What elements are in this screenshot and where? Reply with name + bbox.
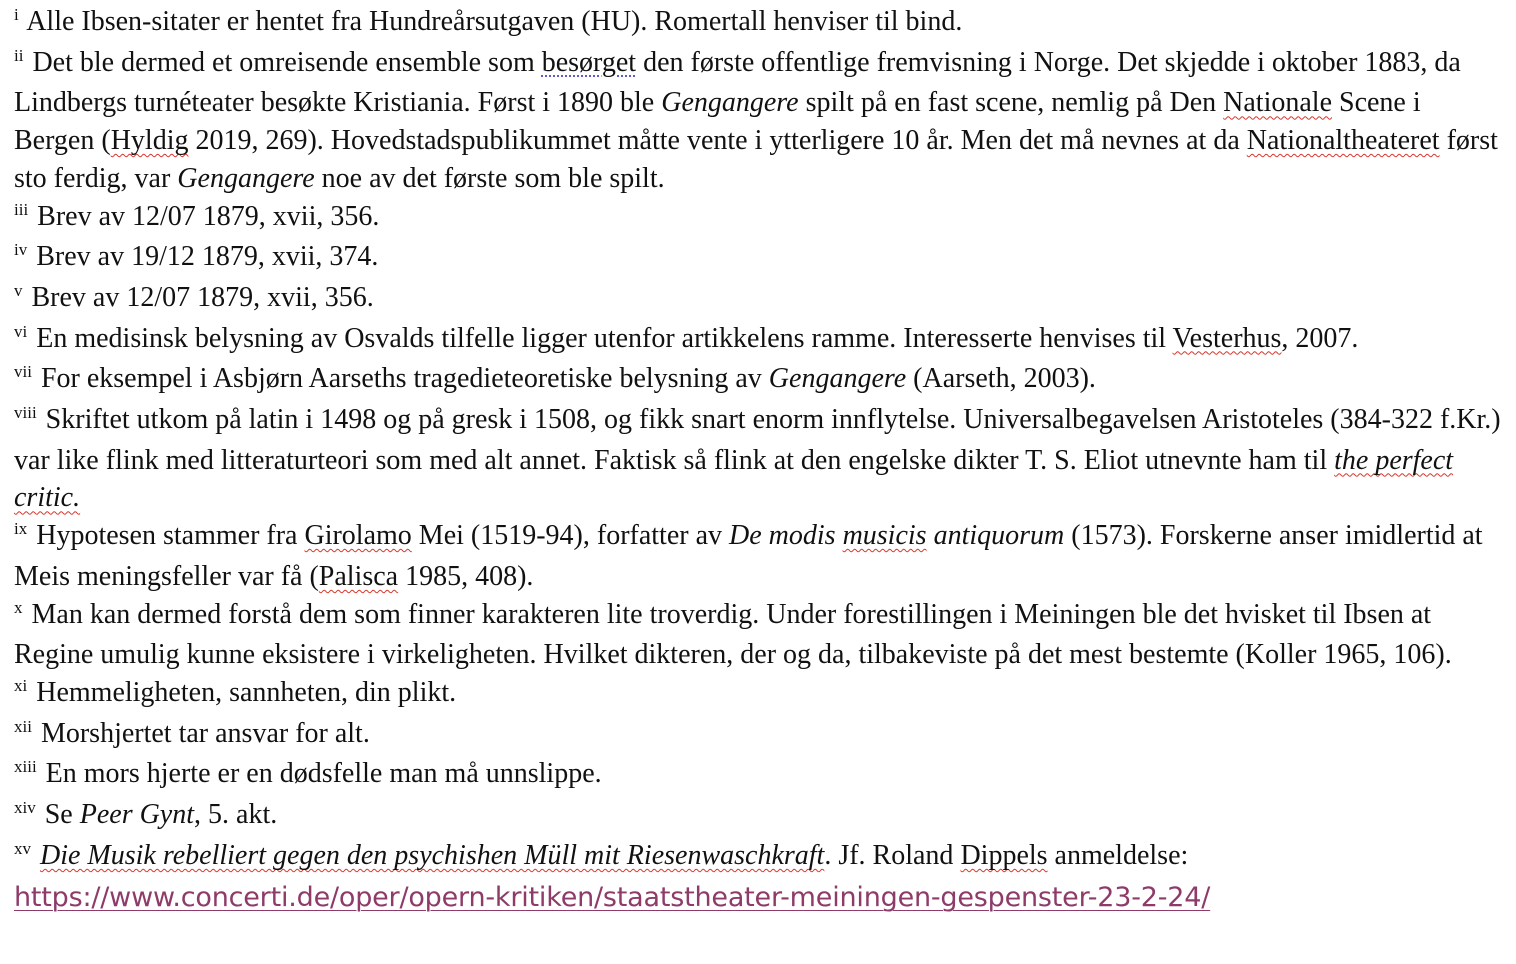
italic-quote[interactable]: the perfect critic. xyxy=(14,444,1454,514)
endnote-marker: xiv xyxy=(14,798,36,818)
endnote-marker: ii xyxy=(14,45,24,65)
endnote-text: den første offentlige fremvisning i Norge. Det skjedde i oktober 1883, da Lindbergs turnéteater besøkte Kristiania. Først i 1890 ble xyxy=(14,46,1461,119)
spelling-flagged-word[interactable]: Girolamo xyxy=(304,520,412,552)
spelling-flagged-word[interactable]: Nationaltheateret xyxy=(1246,125,1440,157)
endnote-x xyxy=(14,596,1504,674)
endnote-text: Morshjertet tar ansvar for alt. xyxy=(40,717,370,749)
endnote-xiii xyxy=(14,755,1504,796)
review-link[interactable]: https://www.concerti.de/oper/opern-kritiken/staatstheater-meiningen-gespenster-23-2-24/ xyxy=(14,882,1211,914)
endnote-marker: xv xyxy=(14,838,31,858)
endnote-text: En medisinsk belysning av Osvalds tilfelle ligger utenfor artikkelens ramme. Interesserte henvises til xyxy=(36,322,1173,354)
endnote-text: 1985, 408). xyxy=(398,560,534,592)
spelling-flagged-word[interactable]: Dippels xyxy=(960,839,1048,871)
italic-quote[interactable]: Die Musik rebelliert gegen den psychishen Müll mit Riesenwaschkraft xyxy=(40,839,825,871)
endnote-text: først sto ferdig, var xyxy=(14,125,1498,194)
endnote-text: Brev av 12/07 1879, xvii, 356. xyxy=(31,281,374,313)
italic-title: Gengangere xyxy=(661,87,799,119)
grammar-flagged-word[interactable]: besørget xyxy=(541,46,637,78)
endnote-xiv xyxy=(14,796,1504,837)
endnote-text: . Jf. Roland xyxy=(824,839,961,871)
endnote-marker: i xyxy=(14,5,19,24)
endnote-marker: vii xyxy=(14,362,32,382)
endnotes-list xyxy=(14,3,1504,917)
endnote-ii xyxy=(14,44,1504,198)
endnote-marker: viii xyxy=(14,403,37,423)
spelling-flagged-word[interactable]: Hyldig xyxy=(110,125,189,157)
spelling-flagged-word[interactable]: Palisca xyxy=(318,560,399,592)
endnote-text: For eksempel i Asbjørn Aarseths tragedieteoretiske belysning av xyxy=(40,363,769,395)
endnote-xii xyxy=(14,715,1504,756)
italic-title: antiquorum xyxy=(926,520,1065,552)
endnote-text: En mors hjerte er en dødsfelle man må unnslippe. xyxy=(45,758,602,790)
endnote-text: (1573). Forskerne anser imidlertid at Meis meningsfeller var få ( xyxy=(14,520,1483,592)
endnote-text: Scene i Bergen ( xyxy=(14,87,1421,157)
endnote-text: spilt på en fast scene, nemlig på Den xyxy=(798,87,1224,119)
endnote-vi xyxy=(14,320,1504,361)
endnote-marker: xii xyxy=(14,716,32,736)
endnote-text: Skriftet utkom på latin i 1498 og på gresk i 1508, og fikk snart enorm innflytelse. Universalbegavelsen Aristoteles (384-322 f.Kr.) var like flink med litteraturteori som med alt annet. Faktisk så flink at den engelske dikter T. S. Eliot utnevnte ham til xyxy=(14,404,1501,476)
italic-title: De modis xyxy=(729,520,843,552)
endnote-text: Man kan dermed forstå dem som finner karakteren lite troverdig. Under forestillingen i Meiningen ble det hvisket til Ibsen at Regine umulig kunne eksistere i virkeligheten. Hvilket dikteren, der og da, tilbakeviste på det mest bestemte (Koller 1965, 106). xyxy=(14,598,1452,671)
spelling-flagged-word[interactable]: Vesterhus xyxy=(1172,322,1282,354)
endnote-text: Hypotesen stammer fra xyxy=(36,520,305,552)
endnote-text: , 2007. xyxy=(1281,322,1359,354)
endnote-marker: x xyxy=(14,597,23,617)
endnote-text: Hemmeligheten, sannheten, din plikt. xyxy=(36,676,457,708)
endnote-marker: xiii xyxy=(14,757,37,777)
endnote-text: Det ble dermed et omreisende ensemble som xyxy=(32,46,542,78)
spelling-flagged-word[interactable]: Nationale xyxy=(1223,87,1332,119)
endnote-xv xyxy=(14,837,1504,878)
spelling-flagged-word[interactable]: musicis xyxy=(842,520,927,552)
endnote-marker: iv xyxy=(14,240,28,260)
endnote-marker: xi xyxy=(14,675,28,695)
italic-title: Gengangere xyxy=(768,363,907,395)
endnote-link-line xyxy=(14,879,1504,917)
endnote-i xyxy=(14,3,1504,44)
endnote-vii xyxy=(14,360,1504,401)
endnote-marker: v xyxy=(14,280,23,300)
endnote-text: Mei (1519-94), forfatter av xyxy=(411,520,730,552)
endnote-text: Se xyxy=(44,799,80,831)
endnote-viii xyxy=(14,401,1504,517)
italic-title: Peer Gynt xyxy=(79,799,195,831)
endnote-iv xyxy=(14,238,1504,279)
endnote-marker: ix xyxy=(14,519,28,539)
endnote-text: anmeldelse: xyxy=(1047,839,1189,871)
endnote-text: noe av det første som ble spilt. xyxy=(314,162,665,194)
endnote-text: , 5. akt. xyxy=(194,799,278,831)
endnote-marker: vi xyxy=(14,321,28,341)
endnote-text: Alle Ibsen-sitater er hentet fra Hundreårsutgaven (HU). Romertall henviser til bind. xyxy=(26,6,963,37)
endnote-iii xyxy=(14,198,1504,239)
endnote-marker: iii xyxy=(14,199,29,219)
endnote-xi xyxy=(14,674,1504,715)
endnote-text: 2019, 269). Hovedstadspublikummet måtte vente i ytterligere 10 år. Men det må nevnes at da xyxy=(188,125,1247,157)
endnote-ix xyxy=(14,517,1504,595)
italic-title: Gengangere xyxy=(177,162,315,194)
endnote-text: (Aarseth, 2003). xyxy=(906,363,1096,395)
endnote-text: Brev av 19/12 1879, xvii, 374. xyxy=(36,241,379,273)
endnote-text: Brev av 12/07 1879, xvii, 356. xyxy=(37,200,380,232)
endnote-v xyxy=(14,279,1504,320)
